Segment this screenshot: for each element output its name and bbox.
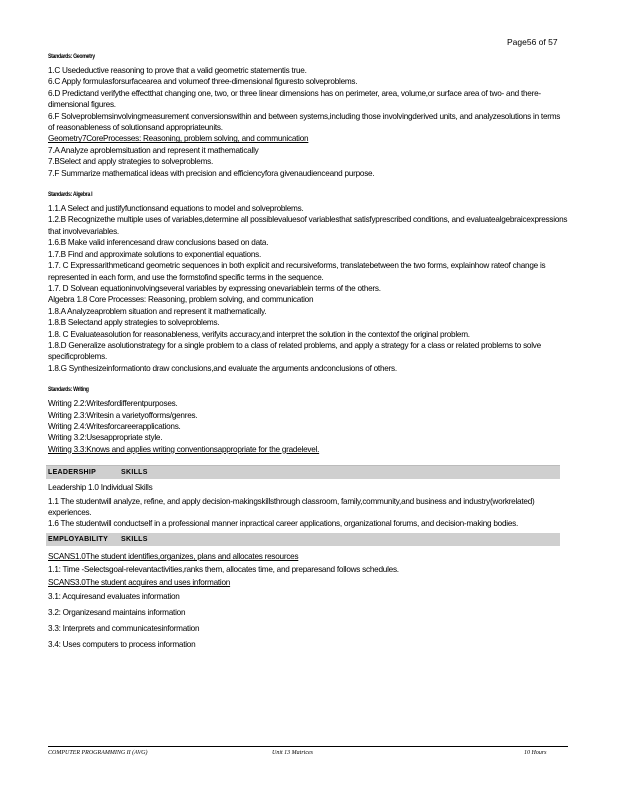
algebra-line: 1.8.A Analyzeaproblem situation and represent it mathematically. <box>48 306 267 316</box>
footer-hours: 10 Hours <box>524 750 547 756</box>
writing-line: Writing 3.3:Knows and applies writing conventionsappropriate for the gradelevel. <box>48 444 320 454</box>
geometry-line: 6.C Apply formulasforsurfacearea and volumeof three-dimensional figuresto solveproblems. <box>48 77 358 87</box>
leadership-bar-label: LEADERSHIP <box>48 469 97 477</box>
writing-line: Writing 2.2:Writesfordifferentpurposes. <box>48 399 178 409</box>
algebra-line: 1.2.B Recognizethe multiple uses of variables,determine all possiblevaluesof variablesthat satisfyprescribed conditions, and evaluatealgebraicexpressions that involvevariables. <box>48 215 568 236</box>
page-footer <box>48 746 568 760</box>
algebra-line: 1.6.B Make valid inferencesand draw conclusions based on data. <box>48 238 269 248</box>
writing-line: Writing 2.4:Writesforcareerapplications. <box>48 421 181 431</box>
algebra-line: 1.8.B Selectand apply strategies to solveproblems. <box>48 318 220 328</box>
employability-line: 3.4: Uses computers to process information <box>48 639 196 649</box>
algebra-line: 1.7. C Expressarithmeticand geometric sequences in both explicit and recursiveforms, translatebetween the two forms, explainhow rateof change is represented in each form, and use the formstofind specific terms in the sequence. <box>48 261 546 282</box>
leadership-section-bar <box>46 466 560 479</box>
writing-heading: Standards: Writing <box>48 386 89 394</box>
geometry-line: 7.A Analyze aproblemsituation and represent it mathematically <box>48 145 259 155</box>
geometry-core-processes: Geometry7CoreProcesses: Reasoning, problem solving, and communication <box>48 134 309 144</box>
leadership-line: 1.6 The studentwill conductself in a professional manner inpractical career applications, organizational forums, and decision-making bodies. <box>48 519 519 529</box>
algebra-line: 1.7. D Solvean equationinvolvingseveral variables by expressing onevariablein terms of the others. <box>48 283 381 293</box>
employability-line: 1.1: Time -Selectsgoal-relevantactivities,ranks them, allocates time, and preparesand follows schedules. <box>48 564 399 574</box>
geometry-line: 1.C Usedeductive reasoning to prove that a valid geometric statementis true. <box>48 66 307 75</box>
employability-line: 3.2: Organizesand maintains information <box>48 607 186 617</box>
algebra-line: 1.8.G Synthesizeinformationto draw conclusions,and evaluate the arguments andconclusions of others. <box>48 363 397 373</box>
page-number: Page56 of 57 <box>507 37 558 47</box>
geometry-line: 7.BSelect and apply strategies to solveproblems. <box>48 157 214 167</box>
algebra-line: 1.8. C Evaluateasolution for reasonableness, verifyits accuracy,and interpret the solution in the contextof the original problem. <box>48 329 470 339</box>
algebra-core-processes: Algebra 1.8 Core Processes: Reasoning, problem solving, and communication <box>48 295 314 305</box>
leadership-line: 1.1 The studentwill analyze, refine, and apply decision-makingskillsthrough classroom, family,community,and business and industry(workrelated) experiences. <box>48 496 535 517</box>
writing-line: Writing 2.3:Writesin a varietyofforms/genres. <box>48 410 198 420</box>
footer-unit: Unit 13 Matrices <box>272 750 313 756</box>
employability-section-bar <box>46 533 560 546</box>
footer-course: COMPUTER PROGRAMMING II (AVG) <box>48 750 148 756</box>
employability-scans: SCANS3.0The student acquires and uses information <box>48 577 231 587</box>
algebra-line: 1.1.A Select and justifyfunctionsand equations to model and solveproblems. <box>48 204 304 214</box>
geometry-line: 7.F Summarize mathematical ideas with precision and efficiencyfora givenaudienceand purpose. <box>48 168 375 178</box>
algebra-heading: Standards: Algebra I <box>48 191 93 199</box>
employability-scans: SCANS1.0The student identifies,organizes, plans and allocates resources <box>48 551 299 561</box>
employability-bar-label: EMPLOYABILITY <box>48 535 109 543</box>
algebra-line: 1.8.D Generalize asolutionstrategy for a single problem to a class of related problems, and apply a strategy for a class or related problems to solve specificproblems. <box>48 340 541 362</box>
geometry-heading: Standards: Geometry <box>48 53 95 60</box>
employability-bar-skills: SKILLS <box>121 535 148 543</box>
geometry-line: 6.F Solveproblemsinvolvingmeasurement conversionswithin and between systems,including those involvingderived units, and analyzesolutions in terms of reasonableness of solutionsand appropriateunits. <box>48 111 561 133</box>
algebra-line: 1.7.B Find and approximate solutions to exponential equations. <box>48 249 261 259</box>
employability-line: 3.3: Interprets and communicatesinformation <box>48 623 200 633</box>
page-content <box>48 52 568 653</box>
writing-line: Writing 3.2:Usesappropriate style. <box>48 433 163 443</box>
leadership-bar-skills: SKILLS <box>121 469 148 477</box>
leadership-line: Leadership 1.0 Individual Skills <box>48 483 153 493</box>
employability-line: 3.1: Acquiresand evaluates information <box>48 591 180 601</box>
geometry-line: 6.D Predictand verifythe effectthat changing one, two, or three linear dimensions has on perimeter, area, volume,or surface area of two- and there- dimensional figures. <box>48 88 541 110</box>
